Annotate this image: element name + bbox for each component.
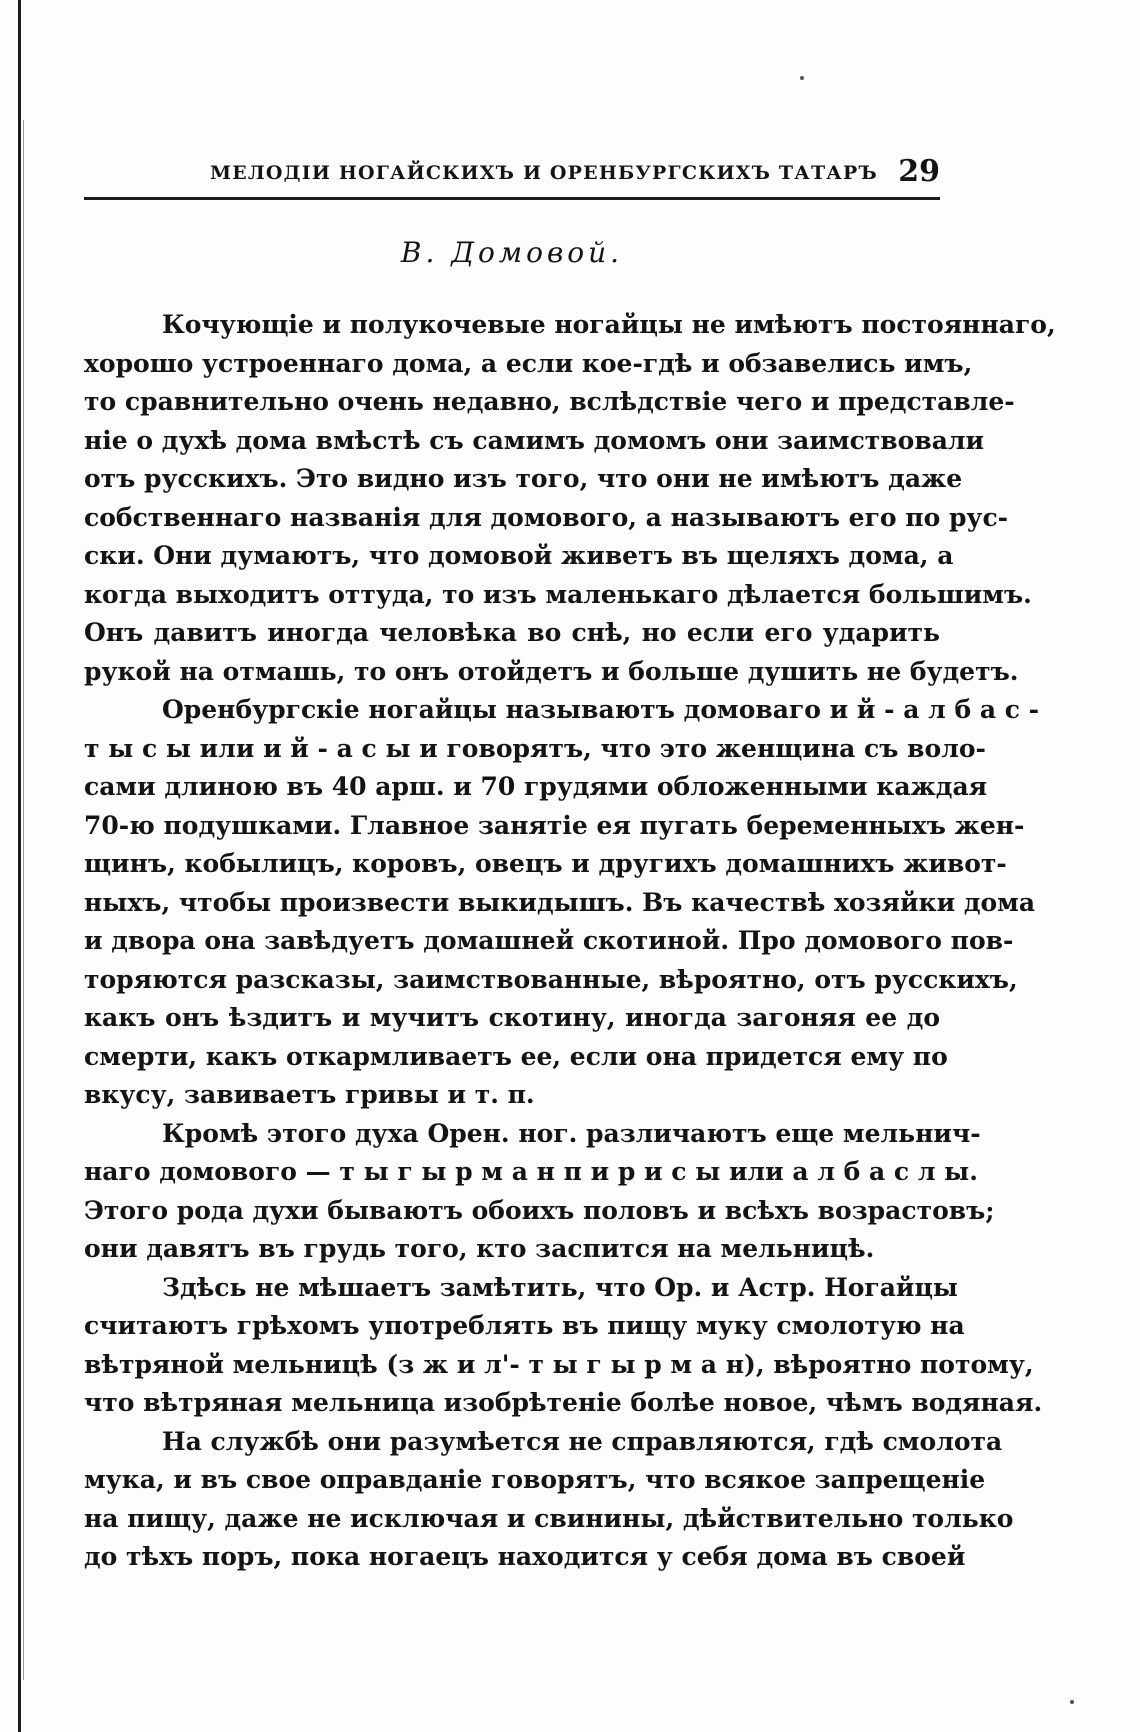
text-line: они давятъ въ грудь того, кто заспится на мельницѣ.: [84, 1234, 875, 1263]
section-title: В. Домовой.: [400, 236, 624, 269]
text-line: до тѣхъ поръ, пока ногаецъ находится у себя дома въ своей: [84, 1542, 966, 1571]
text-line: Кромѣ этого духа Орен. ног. различаютъ еще мельнич-: [162, 1118, 981, 1148]
binding-edge: [18, 0, 21, 1732]
text-line: Кочующіе и полукочевые ногайцы не имѣютъ постояннаго,: [162, 310, 1056, 339]
running-title: МЕЛОДІИ НОГАЙСКИХЪ И ОРЕНБУРГСКИХЪ ТАТАРЪ: [210, 162, 878, 184]
text-line: на пищу, даже не исключая и свинины, дѣйствительно только: [84, 1503, 1014, 1533]
header-rule: [84, 197, 940, 200]
page-number: 29: [898, 154, 940, 189]
text-line: считаютъ грѣхомъ употреблять въ пищу муку смолотую на: [84, 1311, 965, 1340]
text-line: вкусу, завиваетъ гривы и т. п.: [84, 1080, 535, 1109]
body-text: [84, 306, 1056, 1577]
page-header: [84, 154, 940, 198]
text-line: смерти, какъ откармливаетъ ее, если она придется ему по: [84, 1041, 948, 1071]
text-line: Этого рода духи бываютъ обоихъ половъ и всѣхъ возрастовъ;: [84, 1195, 995, 1225]
text-line: сами длиною въ 40 арш. и 70 грудями обложенными каждая: [84, 772, 988, 801]
text-line: ныхъ, чтобы произвести выкидышъ. Въ качествѣ хозяйки дома: [84, 887, 1036, 917]
text-line: рукой на отмашь, то онъ отойдетъ и больше душить не будетъ.: [84, 656, 1019, 686]
text-line: мука, и въ свое оправданіе говорятъ, что всякое запрещеніе: [84, 1465, 986, 1494]
text-line: когда выходитъ оттуда, то изъ маленькаго дѣлается большимъ.: [84, 579, 1032, 609]
binding-shadow: [23, 120, 24, 1680]
text-line: т ы с ы или и й - а с ы и говорятъ, что это женщина съ воло-: [84, 733, 986, 763]
text-line: 70-ю подушками. Главное занятіе ея пугать беременныхъ жен-: [84, 810, 1025, 840]
text-line: что вѣтряная мельница изобрѣтеніе болѣе новое, чѣмъ водяная.: [84, 1388, 1043, 1417]
text-line: какъ онъ ѣздитъ и мучитъ скотину, иногда загоняя ее до: [84, 1003, 940, 1032]
text-line: На службѣ они разумѣется не справляются, гдѣ смолота: [162, 1426, 1003, 1456]
text-line: Оренбургскіе ногайцы называютъ домоваго и й - а л б а с -: [162, 695, 1040, 724]
text-line: ски. Они думаютъ, что домовой живетъ въ щеляхъ дома, а: [84, 541, 954, 570]
text-line: щинъ, кобылицъ, коровъ, овецъ и другихъ домашнихъ живот-: [84, 849, 1007, 878]
text-line: ніе о духѣ дома вмѣстѣ съ самимъ домомъ они заимствовали: [84, 425, 985, 455]
text-line: Онъ давитъ иногда человѣка во снѣ, но если его ударить: [84, 618, 940, 647]
text-line: хорошо устроеннаго дома, а если кое-гдѣ и обзавелись имъ,: [84, 348, 973, 378]
text-line: вѣтряной мельницѣ (з ж и л'- т ы г ы р м а н), вѣроятно потому,: [84, 1349, 1034, 1379]
text-line: наго домового — т ы г ы р м а н п и р и с ы или а л б а с л ы.: [84, 1157, 978, 1186]
text-line: собственнаго названія для домового, а называютъ его по рус-: [84, 502, 1009, 532]
text-line: торяются разсказы, заимствованные, вѣроятно, отъ русскихъ,: [84, 964, 1018, 994]
scan-speck: [1070, 1700, 1074, 1704]
text-line: отъ русскихъ. Это видно изъ того, что они не имѣютъ даже: [84, 464, 963, 493]
text-line: и двора она завѣдуетъ домашней скотиной. Про домового пов-: [84, 926, 1014, 955]
text-line: то сравнительно очень недавно, вслѣдствіе чего и представле-: [84, 387, 1015, 416]
text-line: Здѣсь не мѣшаетъ замѣтить, что Ор. и Астр. Ногайцы: [162, 1272, 958, 1302]
scan-speck: [800, 76, 804, 80]
